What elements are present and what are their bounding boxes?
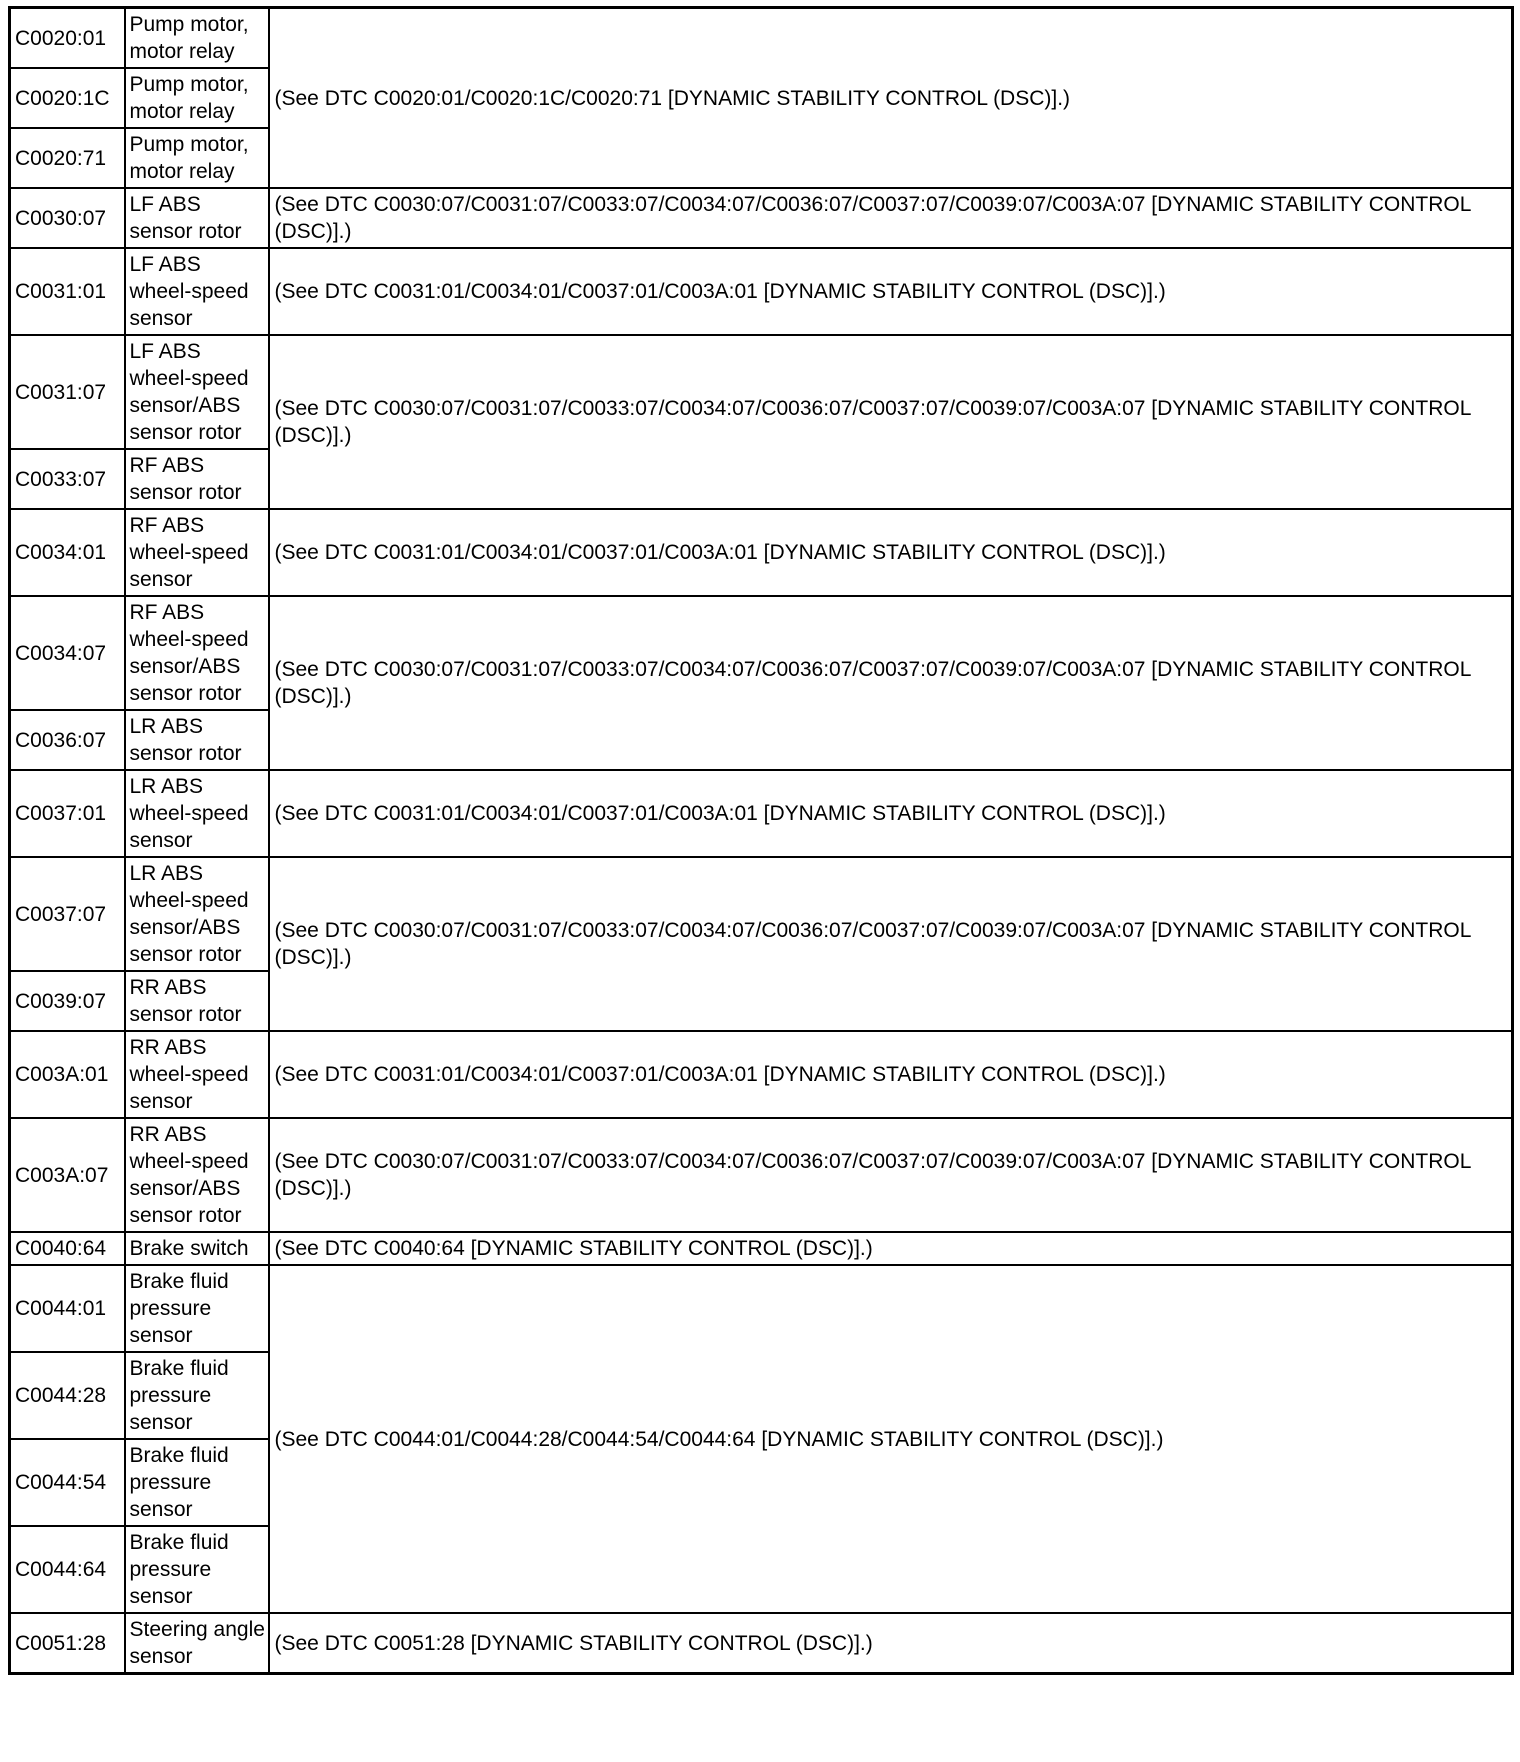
dtc-code: C003A:01: [10, 1031, 125, 1118]
dtc-code: C0044:54: [10, 1439, 125, 1526]
dtc-detection-item: RF ABS sensor rotor: [125, 449, 269, 509]
dtc-code: C0051:28: [10, 1613, 125, 1674]
dtc-reference: (See DTC C0051:28 [DYNAMIC STABILITY CONTROL (DSC)].): [269, 1613, 1513, 1674]
dtc-detection-item: LR ABS wheel-speed sensor: [125, 770, 269, 857]
dtc-reference: (See DTC C0031:01/C0034:01/C0037:01/C003A:01 [DYNAMIC STABILITY CONTROL (DSC)].): [269, 248, 1513, 335]
table-row: [10, 509, 1513, 596]
dtc-reference: (See DTC C0040:64 [DYNAMIC STABILITY CONTROL (DSC)].): [269, 1232, 1513, 1265]
dtc-code: C0034:07: [10, 596, 125, 710]
table-row: [10, 335, 1513, 449]
dtc-code: C003A:07: [10, 1118, 125, 1232]
dtc-detection-item: RF ABS wheel-speed sensor: [125, 509, 269, 596]
dtc-reference: (See DTC C0030:07/C0031:07/C0033:07/C0034:07/C0036:07/C0037:07/C0039:07/C003A:07 [DYNAMIC STABILITY CONTROL (DSC)].): [269, 1118, 1513, 1232]
dtc-code: C0020:1C: [10, 68, 125, 128]
dtc-table-body: [10, 8, 1513, 1674]
dtc-detection-item: Pump motor, motor relay: [125, 128, 269, 188]
dtc-reference: (See DTC C0031:01/C0034:01/C0037:01/C003A:01 [DYNAMIC STABILITY CONTROL (DSC)].): [269, 770, 1513, 857]
dtc-detection-item: LF ABS wheel-speed sensor: [125, 248, 269, 335]
dtc-code: C0044:28: [10, 1352, 125, 1439]
dtc-reference: (See DTC C0031:01/C0034:01/C0037:01/C003A:01 [DYNAMIC STABILITY CONTROL (DSC)].): [269, 509, 1513, 596]
dtc-detection-item: LF ABS sensor rotor: [125, 188, 269, 248]
table-row: [10, 1232, 1513, 1265]
dtc-code: C0020:01: [10, 8, 125, 69]
table-row: [10, 1265, 1513, 1352]
dtc-code: C0033:07: [10, 449, 125, 509]
dtc-code: C0044:01: [10, 1265, 125, 1352]
dtc-code: C0040:64: [10, 1232, 125, 1265]
table-row: [10, 8, 1513, 69]
dtc-detection-item: LR ABS sensor rotor: [125, 710, 269, 770]
dtc-code: C0031:01: [10, 248, 125, 335]
dtc-detection-item: LF ABS wheel-speed sensor/ABS sensor rotor: [125, 335, 269, 449]
table-row: [10, 248, 1513, 335]
dtc-detection-item: RF ABS wheel-speed sensor/ABS sensor rotor: [125, 596, 269, 710]
dtc-code: C0039:07: [10, 971, 125, 1031]
dtc-code: C0036:07: [10, 710, 125, 770]
dtc-code: C0044:64: [10, 1526, 125, 1613]
table-row: [10, 188, 1513, 248]
dtc-reference: (See DTC C0044:01/C0044:28/C0044:54/C0044:64 [DYNAMIC STABILITY CONTROL (DSC)].): [269, 1265, 1513, 1613]
dtc-detection-item: Brake fluid pressure sensor: [125, 1439, 269, 1526]
dtc-detection-item: LR ABS wheel-speed sensor/ABS sensor rotor: [125, 857, 269, 971]
table-row: [10, 1031, 1513, 1118]
dtc-detection-item: Brake fluid pressure sensor: [125, 1526, 269, 1613]
dtc-detection-item: Brake fluid pressure sensor: [125, 1265, 269, 1352]
dtc-code: C0030:07: [10, 188, 125, 248]
dtc-detection-item: Pump motor, motor relay: [125, 68, 269, 128]
dtc-code: C0037:07: [10, 857, 125, 971]
dtc-code: C0031:07: [10, 335, 125, 449]
dtc-detection-item: Brake fluid pressure sensor: [125, 1352, 269, 1439]
dtc-detection-item: RR ABS wheel-speed sensor: [125, 1031, 269, 1118]
dtc-code: C0034:01: [10, 509, 125, 596]
dtc-reference: (See DTC C0030:07/C0031:07/C0033:07/C0034:07/C0036:07/C0037:07/C0039:07/C003A:07 [DYNAMIC STABILITY CONTROL (DSC)].): [269, 596, 1513, 770]
dtc-detection-item: RR ABS wheel-speed sensor/ABS sensor rotor: [125, 1118, 269, 1232]
dtc-detection-item: RR ABS sensor rotor: [125, 971, 269, 1031]
dtc-detection-item: Brake switch: [125, 1232, 269, 1265]
table-row: [10, 857, 1513, 971]
table-row: [10, 596, 1513, 710]
table-row: [10, 770, 1513, 857]
table-row: [10, 1613, 1513, 1674]
dtc-reference: (See DTC C0020:01/C0020:1C/C0020:71 [DYNAMIC STABILITY CONTROL (DSC)].): [269, 8, 1513, 189]
dtc-code: C0037:01: [10, 770, 125, 857]
dtc-detection-item: Pump motor, motor relay: [125, 8, 269, 69]
dtc-reference: (See DTC C0030:07/C0031:07/C0033:07/C0034:07/C0036:07/C0037:07/C0039:07/C003A:07 [DYNAMIC STABILITY CONTROL (DSC)].): [269, 188, 1513, 248]
dtc-table: [8, 6, 1514, 1675]
dtc-reference: (See DTC C0030:07/C0031:07/C0033:07/C0034:07/C0036:07/C0037:07/C0039:07/C003A:07 [DYNAMIC STABILITY CONTROL (DSC)].): [269, 857, 1513, 1031]
dtc-reference: (See DTC C0031:01/C0034:01/C0037:01/C003A:01 [DYNAMIC STABILITY CONTROL (DSC)].): [269, 1031, 1513, 1118]
dtc-reference: (See DTC C0030:07/C0031:07/C0033:07/C0034:07/C0036:07/C0037:07/C0039:07/C003A:07 [DYNAMIC STABILITY CONTROL (DSC)].): [269, 335, 1513, 509]
dtc-detection-item: Steering angle sensor: [125, 1613, 269, 1674]
table-row: [10, 1118, 1513, 1232]
dtc-code: C0020:71: [10, 128, 125, 188]
